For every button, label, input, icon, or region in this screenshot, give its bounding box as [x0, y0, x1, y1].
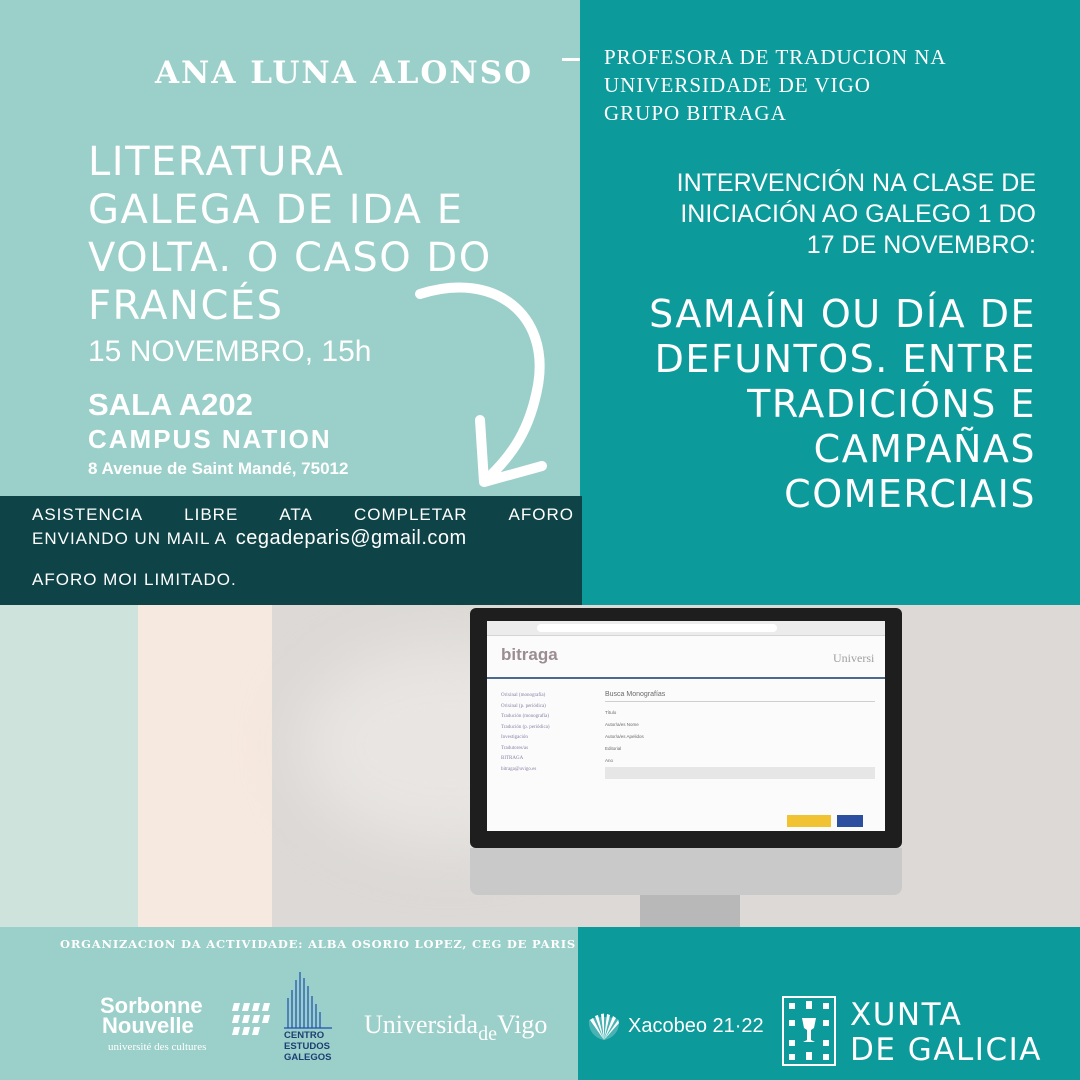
screen-form-label: Autor/a/es Apelidos — [605, 734, 644, 739]
affiliation-line: UNIVERSIDADE DE VIGO — [604, 73, 871, 97]
talk1-title-line: VOLTA. O CASO DO — [88, 235, 492, 281]
xunta-coat-of-arms-icon — [782, 996, 836, 1066]
uvigo-text: Universida — [364, 1010, 479, 1039]
xunta-line: XUNTA — [850, 997, 963, 1033]
scallop-shell-icon — [586, 1008, 622, 1044]
talk2-intro-line: 17 DE NOVEMBRO: — [806, 231, 1036, 259]
screen-menu-item: Investigación — [501, 735, 528, 740]
talk1-campus: CAMPUS NATION — [88, 424, 332, 454]
talk2-intro-line: INICIACIÓN AO GALEGO 1 DO — [680, 200, 1036, 228]
sorbonne-bars-icon — [232, 1001, 272, 1037]
screen-search-bar — [605, 767, 875, 779]
screen-form-label: Autor/a/es Nome — [605, 722, 639, 727]
ceg-logo-text — [284, 1030, 332, 1063]
attendance-line: ASISTENCIA LIBRE ATA COMPLETAR AFORO — [32, 505, 574, 524]
ceg-building-icon — [280, 968, 336, 1030]
capacity-note: AFORO MOI LIMITADO. — [32, 570, 237, 589]
email-prefix: ENVIANDO UN MAIL A — [32, 529, 227, 548]
attendance-email-line — [32, 527, 467, 550]
uvigo-vigo-text: Vigo — [496, 1010, 548, 1039]
screen-menu-item: BITRAGA — [501, 756, 524, 761]
talk2-intro — [590, 168, 1036, 261]
xacobeo-logo-text: Xacobeo 21·22 — [628, 1015, 764, 1037]
screen-footer-logo — [787, 815, 831, 827]
talk1-room: SALA A202 — [88, 387, 253, 422]
talk2-title-line: CAMPAÑAS — [813, 427, 1036, 471]
ceg-line: CENTRO — [284, 1030, 325, 1041]
sorbonne-nouvelle-logo — [100, 995, 280, 1055]
screen-menu-item: bitraga@uvigo.es — [501, 766, 537, 772]
curved-arrow-icon — [400, 270, 570, 500]
uvigo-logo — [364, 1010, 548, 1045]
talk1-title-line: GALEGA DE IDA E — [88, 187, 464, 233]
xunta-line: DE GALICIA — [850, 1032, 1042, 1068]
color-stripe — [138, 605, 272, 927]
organization-credit: ORGANIZACION DA ACTIVIDADE: ALBA OSORIO LOPEZ, CEG DE PARIS — [60, 937, 577, 951]
affiliation-line: PROFESORA DE TRADUCION NA — [604, 45, 947, 69]
affiliation-line: GRUPO BITRAGA — [604, 101, 787, 125]
speaker-affiliation — [604, 43, 1074, 127]
screen-form-labels — [605, 707, 644, 767]
nouvelle-text: Nouvelle — [102, 1013, 194, 1038]
screen-menu — [501, 691, 550, 775]
monitor-stand — [640, 895, 740, 927]
screen-search-title: Busca Monografías — [605, 691, 666, 698]
talk1-title-line: LITERATURA — [88, 139, 345, 185]
xunta-logo-text — [850, 998, 1042, 1068]
screen-form-label: Editorial — [605, 746, 622, 751]
screen-rule — [605, 701, 875, 702]
screen-form-label: Título — [605, 710, 617, 715]
talk1-title-line: FRANCÉS — [88, 283, 284, 329]
screen-menu-item: Orixinal (p. periódica) — [501, 703, 546, 709]
talk2-title-line: TRADICIÓNS E — [747, 382, 1036, 426]
talk2-title-line: DEFUNTOS. ENTRE — [654, 337, 1036, 381]
talk2-intro-line: INTERVENCIÓN NA CLASE DE — [676, 169, 1036, 197]
email-link[interactable]: cegadeparis@gmail.com — [235, 527, 467, 549]
sorbonne-text: Sorbonne — [100, 993, 203, 1018]
monitor-screen — [487, 621, 885, 831]
monitor-chin — [470, 848, 902, 895]
browser-address-bar — [537, 624, 777, 632]
screen-menu-item: Tradución (p. periódica) — [501, 724, 550, 730]
ceg-line: GALEGOS — [284, 1052, 332, 1063]
name-separator-dash — [562, 58, 580, 61]
color-stripe — [0, 605, 138, 927]
screen-eu-flag — [837, 815, 863, 827]
speaker-name: ANA LUNA ALONSO — [155, 55, 534, 91]
talk1-date: 15 NOVEMBRO, 15h — [88, 335, 372, 368]
bitraga-logo: bitraga — [501, 645, 558, 664]
photo-monitor — [0, 605, 1080, 927]
screen-menu-item: Tradución (monografía) — [501, 714, 549, 719]
screen-menu-item: Tradutores/as — [501, 745, 529, 751]
uvigo-de-text: de — [478, 1023, 497, 1045]
ceg-line: ESTUDOS — [284, 1041, 330, 1052]
talk2-title-line: COMERCIAIS — [784, 472, 1036, 516]
talk2-title-line: SAMAÍN OU DÍA DE — [649, 292, 1036, 336]
screen-header-right: Universi — [833, 651, 875, 665]
screen-divider — [487, 677, 885, 679]
screen-form-label: Ano — [605, 758, 614, 763]
sorbonne-tagline: université des cultures — [108, 1041, 207, 1053]
talk1-address: 8 Avenue de Saint Mandé, 75012 — [88, 459, 349, 478]
screen-menu-item: Orixinal (monografía) — [501, 693, 546, 698]
talk2-title — [590, 292, 1036, 517]
